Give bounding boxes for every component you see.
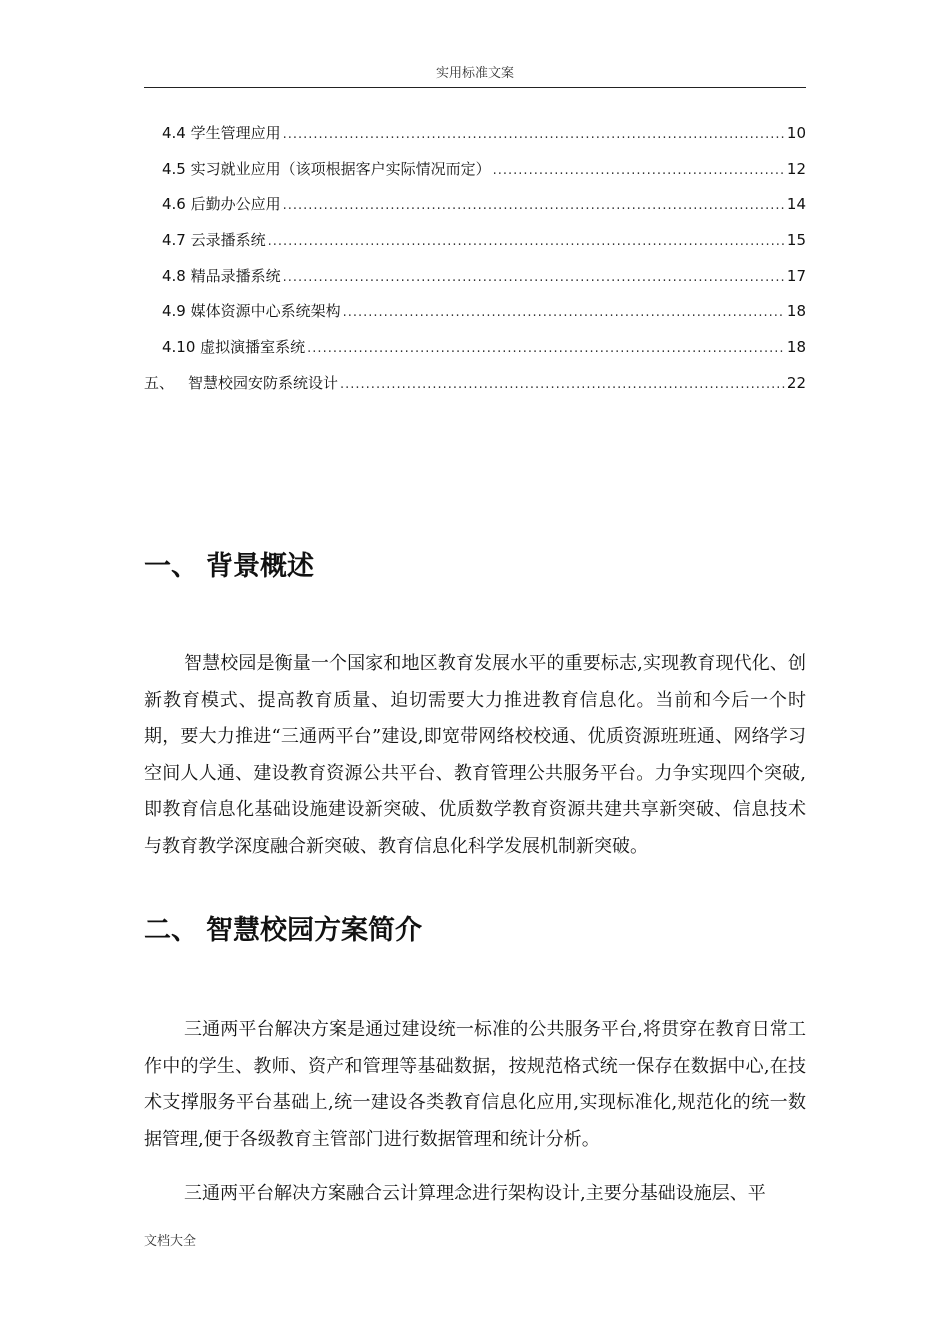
toc-entry[interactable] [144, 193, 806, 229]
toc-entry-label: 4.8 精品录播系统 [162, 266, 281, 285]
toc-chapter-number: 五、 [144, 373, 175, 392]
toc-entry[interactable] [144, 158, 806, 194]
toc-entry[interactable] [144, 265, 806, 301]
toc-leader-dots [283, 270, 785, 285]
toc-entry-label: 4.4 学生管理应用 [162, 124, 281, 142]
toc-leader-dots [493, 163, 785, 178]
toc-leader-dots [340, 377, 785, 392]
toc-entry-label: 4.10 虚拟演播室系统 [162, 338, 306, 357]
section-number: 二、 [144, 915, 198, 946]
toc-entry[interactable] [144, 122, 806, 158]
section-heading [144, 544, 314, 583]
toc-entry[interactable] [144, 229, 806, 265]
toc-entry-label: 4.5 实习就业应用（该项根据客户实际情况而定） [162, 159, 491, 178]
toc-leader-dots [283, 198, 785, 213]
toc-entry-page: 18 [786, 338, 806, 357]
table-of-contents [144, 122, 806, 408]
toc-leader-dots [307, 341, 785, 356]
toc-entry-page: 18 [786, 302, 806, 321]
toc-entry-label: 4.6 后勤办公应用 [162, 195, 281, 214]
toc-entry-page: 12 [786, 159, 806, 178]
toc-entry-page: 17 [786, 266, 806, 285]
toc-entry[interactable] [144, 300, 806, 336]
section-title: 背景概述 [206, 551, 314, 582]
body-paragraph: 三通两平台解决方案是通过建设统一标准的公共服务平台,将贯穿在教育日常工作中的学生、教师、资产和管理等基础数据，按规范格式统一保存在数据中心,在技术支撑服务平台基础上,统一建设各类教育信息化应用,实现标准化,规范化的统一数据管理,便于各级教育主管部门进行数据管理和统计分析。 [144, 1019, 806, 1150]
toc-entry-page: 15 [786, 231, 806, 250]
toc-entry-label: 智慧校园安防系统设计 [188, 373, 339, 392]
toc-leader-dots [268, 234, 785, 249]
body-paragraph: 三通两平台解决方案融合云计算理念进行架构设计,主要分基础设施层、平 [184, 1183, 766, 1204]
page-footer: 文档大全 [144, 1234, 197, 1249]
page-header: 实用标准文案 [144, 62, 806, 88]
toc-entry[interactable] [144, 336, 806, 372]
toc-entry-chapter[interactable] [144, 372, 806, 408]
body-paragraph: 智慧校园是衡量一个国家和地区教育发展水平的重要标志,实现教育现代化、创新教育模式、提高教育质量、迫切需要大力推进教育信息化。当前和今后一个时期，要大力推进“三通两平台”建设,即宽带网络校校通、优质资源班班通、网络学习空间人人通、建设教育资源公共平台、教育管理公共服务平台。力争实现四个突破,即教育信息化基础设施建设新突破、优质数学教育资源共建共享新突破、信息技术与教育教学深度融合新突破、教育信息化科学发展机制新突破。 [144, 653, 806, 857]
toc-leader-dots [283, 127, 785, 142]
section-heading [144, 908, 422, 947]
toc-entry-page: 14 [786, 195, 806, 214]
toc-entry-label: 4.7 云录播系统 [162, 231, 266, 250]
toc-entry-page: 22 [786, 373, 806, 392]
toc-entry-label: 4.9 媒体资源中心系统架构 [162, 302, 341, 321]
toc-leader-dots [343, 305, 785, 320]
section-number: 一、 [144, 551, 198, 582]
section-title: 智慧校园方案简介 [206, 915, 422, 946]
toc-entry-page: 10 [786, 124, 806, 142]
